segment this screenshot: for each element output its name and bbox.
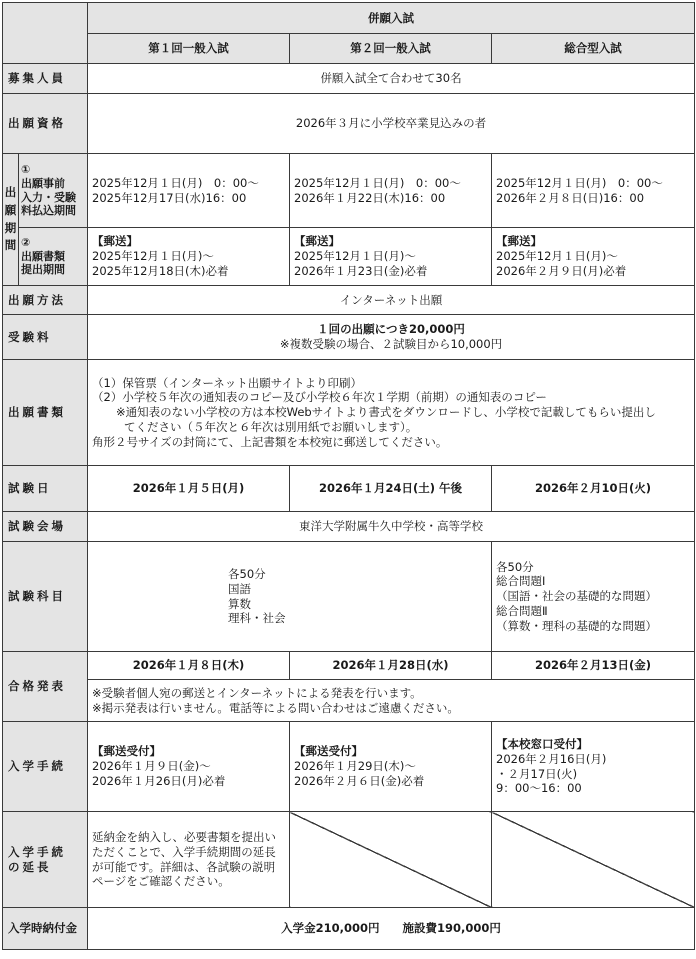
header-group-title: 併願入試 <box>88 3 695 34</box>
period-sub2-label <box>19 228 88 286</box>
payment-value: 入学金210,000円 施設費190,000円 <box>88 908 695 950</box>
subject-line: 総合問題Ⅱ <box>496 603 548 618</box>
header-exam-1: 第１回一般入試 <box>88 34 290 64</box>
documents-line: （1）保管票（インターネット出願サイトより印刷） <box>92 375 362 390</box>
period-line: 【郵送】 <box>294 234 340 249</box>
subject-line: （算数・理科の基礎的な問題） <box>496 618 657 633</box>
result-note-2: ※掲示発表は行いません。電話等による問い合わせはご遠慮ください。 <box>92 700 459 715</box>
period-line: 【郵送】 <box>92 234 138 249</box>
period-sub1-exam-3 <box>492 154 695 228</box>
documents-line: （2）小学校５年次の通知表のコピー及び小学校６年次１学期（前期）の通知表のコピー <box>92 390 547 405</box>
period-line: 2025年12月１日(月) 0：00～ <box>496 175 663 190</box>
period-line: 【郵送】 <box>496 234 542 249</box>
extension-line: 延納金を納入し、必要書類を提出い <box>92 830 276 845</box>
subject-line: 各50分 <box>496 559 534 574</box>
procedure-exam-1 <box>88 722 290 812</box>
period-label-char-3: 期 <box>4 220 17 235</box>
recruit-value: 併願入試全て合わせて30名 <box>88 64 695 94</box>
procedure-line: 2026年２月６日(金)必着 <box>294 773 425 788</box>
documents-value <box>88 360 695 466</box>
recruit-label: 募集人員 <box>3 64 88 94</box>
documents-line: ※通知表のない小学校の方は本校Webサイトより書式をダウンロードし、小学校で記載してもらい提出し <box>116 405 656 420</box>
period-sub1-exam-2 <box>290 154 492 228</box>
extension-label-line-2: の延長 <box>8 859 52 874</box>
extension-label-line-1: 入学手続 <box>8 844 66 859</box>
procedure-line: 2026年１月29日(木)～ <box>294 759 416 774</box>
procedure-exam-3 <box>492 722 695 812</box>
qualification-value: 2026年３月に小学校卒業見込みの者 <box>88 94 695 154</box>
procedure-line: ・２月17日(火) <box>496 766 578 781</box>
fee-line-1: １回の出願につき20,000円 <box>317 322 465 337</box>
period-line: 2025年12月18日(木)必着 <box>92 263 229 278</box>
result-notes <box>88 680 695 722</box>
period-sub2-exam-2 <box>290 228 492 286</box>
period-sub1-exam-1 <box>88 154 290 228</box>
header-corner <box>3 3 88 64</box>
exam-day-1: 2026年１月５日(月) <box>88 466 290 512</box>
period-line: 2026年１月23日(金)必着 <box>294 263 428 278</box>
period-label-char-1: 出 <box>4 184 17 199</box>
procedure-line: 9：00～16：00 <box>496 781 582 796</box>
exam-day-label: 試験日 <box>3 466 88 512</box>
subjects-label: 試験科目 <box>3 542 88 652</box>
period-sub2-exam-3 <box>492 228 695 286</box>
subjects-general <box>88 542 492 652</box>
extension-na-exam-2 <box>290 812 492 908</box>
method-label: 出願方法 <box>3 286 88 315</box>
fee-label: 受験料 <box>3 315 88 360</box>
result-note-1: ※受験者個人宛の郵送とインターネットによる発表を行います。 <box>92 685 422 700</box>
result-date-1: 2026年１月８日(木) <box>88 652 290 680</box>
documents-line: てください（５年次と６年次は別用紙でお願いします）。 <box>124 419 418 434</box>
fee-line-2: ※複数受験の場合、２試験目から10,000円 <box>279 337 503 351</box>
exam-day-2: 2026年１月24日(土) 午後 <box>290 466 492 512</box>
period-sub2-label-line: 出願書類 <box>21 249 65 263</box>
period-sub2-label-line: ② <box>21 235 31 249</box>
venue-label: 試験会場 <box>3 512 88 542</box>
qualification-label: 出願資格 <box>3 94 88 154</box>
extension-line: ただくことで、入学手続期間の延長 <box>92 844 276 859</box>
period-line: 2025年12月17日(水)16：00 <box>92 190 247 205</box>
period-line: 2025年12月１日(月)～ <box>496 249 618 264</box>
result-date-2: 2026年１月28日(水) <box>290 652 492 680</box>
subject-line: （国語・社会の基礎的な問題） <box>496 589 657 604</box>
header-exam-3: 総合型入試 <box>492 34 695 64</box>
admission-table <box>2 2 695 950</box>
procedure-line: 2026年１月26日(月)必着 <box>92 773 226 788</box>
period-line: 2026年２月８日(日)16：00 <box>496 190 645 205</box>
period-line: 2025年12月１日(月)～ <box>92 249 214 264</box>
procedure-line: 【本校窓口受付】 <box>496 737 588 752</box>
payment-label: 入学時納付金 <box>3 908 88 950</box>
extension-line: ページをご確認ください。 <box>92 874 230 889</box>
documents-line: 角形２号サイズの封筒にて、上記書類を本校宛に郵送してください。 <box>92 434 448 449</box>
procedure-exam-2 <box>290 722 492 812</box>
result-date-3: 2026年２月13日(金) <box>492 652 695 680</box>
extension-label <box>3 812 88 908</box>
period-line: 2025年12月１日(月) 0：00～ <box>294 175 461 190</box>
period-label-char-2: 願 <box>4 202 17 217</box>
period-sub2-exam-1 <box>88 228 290 286</box>
fee-value <box>88 315 695 360</box>
period-sub1-label-line: 入力・受験 <box>21 190 76 204</box>
period-line: 2025年12月１日(月) 0：00～ <box>92 175 259 190</box>
subject-line: 総合問題Ⅰ <box>496 574 546 589</box>
period-sub1-label-line: 料払込期間 <box>21 204 76 218</box>
documents-label: 出願書類 <box>3 360 88 466</box>
period-label <box>3 154 19 286</box>
period-line: 2026年１月22日(木)16：00 <box>294 190 446 205</box>
header-exam-2: 第２回一般入試 <box>290 34 492 64</box>
procedure-line: 【郵送受付】 <box>294 744 363 759</box>
subjects-comprehensive <box>492 542 695 652</box>
period-line: 2026年２月９日(月)必着 <box>496 263 627 278</box>
result-label: 合格発表 <box>3 652 88 722</box>
procedure-line: 2026年２月16日(月) <box>496 751 607 766</box>
method-value: インターネット出願 <box>88 286 695 315</box>
extension-text <box>88 812 290 908</box>
period-label-char-4: 間 <box>4 238 17 253</box>
venue-value: 東洋大学附属牛久中学校・高等学校 <box>88 512 695 542</box>
subject-line: 各50分 <box>228 567 266 582</box>
subject-line: 国語 <box>228 581 251 596</box>
period-sub1-label-line: 出願事前 <box>21 176 65 190</box>
procedure-label: 入学手続 <box>3 722 88 812</box>
procedure-line: 2026年１月９日(金)～ <box>92 759 211 774</box>
period-line: 2025年12月１日(月)～ <box>294 249 416 264</box>
procedure-line: 【郵送受付】 <box>92 744 161 759</box>
period-sub1-label-line: ① <box>21 163 31 176</box>
extension-na-exam-3 <box>492 812 695 908</box>
period-sub2-label-line: 提出期間 <box>21 263 65 277</box>
subject-line: 理科・社会 <box>228 611 286 626</box>
extension-line: が可能です。詳細は、各試験の説明 <box>92 859 276 874</box>
subject-line: 算数 <box>228 596 251 611</box>
period-sub1-label <box>19 154 88 228</box>
exam-day-3: 2026年２月10日(火) <box>492 466 695 512</box>
